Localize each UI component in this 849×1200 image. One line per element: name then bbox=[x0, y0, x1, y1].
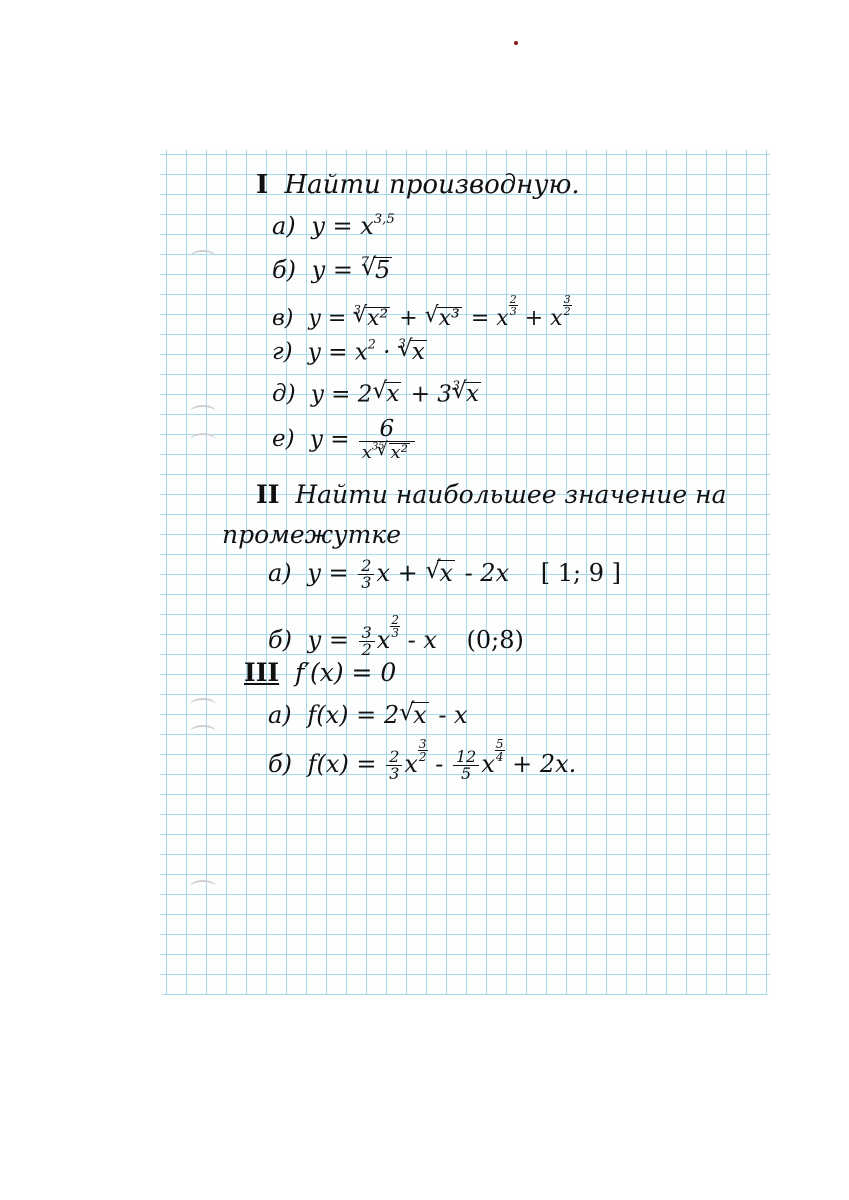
exponent: 3,5 bbox=[373, 211, 395, 227]
exp-denominator: 4 bbox=[495, 750, 504, 764]
exp-denominator: 2 bbox=[418, 750, 427, 764]
den-exponent: 3 bbox=[371, 441, 379, 453]
numerator: 2 bbox=[386, 749, 402, 766]
section-title: Найти наибольшее значение на bbox=[295, 480, 727, 509]
exercise-1b bbox=[272, 256, 394, 282]
equals: = bbox=[470, 305, 490, 331]
exp-numerator: 2 bbox=[391, 613, 399, 627]
binder-hole bbox=[190, 250, 216, 264]
numerator: 6 bbox=[359, 418, 415, 442]
ink-speck bbox=[514, 41, 518, 45]
plus: + bbox=[397, 559, 418, 587]
variable: x bbox=[404, 749, 418, 778]
base: x bbox=[360, 212, 374, 240]
exponent-fraction bbox=[563, 294, 572, 317]
exercise-1a bbox=[272, 211, 395, 240]
section-2-heading-cont bbox=[222, 522, 401, 547]
root bbox=[399, 702, 429, 727]
exp-numerator: 2 bbox=[509, 293, 517, 306]
den-base: x bbox=[361, 441, 372, 463]
exp-numerator: 5 bbox=[495, 737, 504, 751]
interval: (0;8) bbox=[466, 625, 524, 654]
base: x bbox=[354, 339, 368, 366]
root-index: 3 bbox=[451, 378, 460, 393]
lhs: y = bbox=[307, 339, 348, 366]
minus: - bbox=[435, 749, 444, 778]
section-number: III bbox=[244, 658, 280, 687]
rest: + 2x. bbox=[512, 749, 577, 778]
denominator: 3 bbox=[361, 573, 372, 592]
radicand: 5 bbox=[374, 255, 391, 284]
coefficient: 2 bbox=[383, 701, 400, 729]
exercise-2a bbox=[268, 558, 621, 591]
rest: - x bbox=[407, 625, 437, 654]
fraction bbox=[453, 746, 479, 783]
numerator: 2 bbox=[358, 558, 374, 575]
exponent: 2 bbox=[367, 336, 376, 352]
exponent-fraction bbox=[495, 738, 505, 763]
variable: x bbox=[481, 749, 495, 778]
rest: - 2x bbox=[464, 559, 510, 587]
section-number: I bbox=[256, 170, 269, 200]
exponent-fraction bbox=[509, 294, 518, 317]
coefficient: 2 bbox=[357, 381, 373, 408]
exp-denominator: 2 bbox=[563, 305, 571, 318]
lhs: y = bbox=[311, 212, 353, 240]
binder-hole bbox=[190, 880, 216, 894]
denominator: 2 bbox=[361, 639, 372, 659]
denominator: 3 bbox=[389, 763, 400, 783]
lhs: y = bbox=[308, 305, 347, 331]
item-label: в) bbox=[272, 305, 294, 331]
exercise-1e bbox=[272, 418, 417, 462]
exercise-3a bbox=[268, 702, 468, 727]
lhs: y = bbox=[307, 559, 349, 587]
plus: + bbox=[524, 305, 544, 331]
lhs: y = bbox=[310, 381, 351, 408]
root-index: 5 bbox=[378, 441, 385, 452]
root bbox=[425, 560, 455, 585]
coefficient: 3 bbox=[437, 381, 452, 408]
numerator: 12 bbox=[453, 749, 479, 766]
section-title: f′(x) = 0 bbox=[295, 658, 397, 687]
item-label: а) bbox=[268, 701, 292, 729]
section-1-heading bbox=[256, 172, 580, 198]
lhs: y = bbox=[309, 426, 350, 453]
exp-numerator: 3 bbox=[418, 737, 427, 751]
item-label: е) bbox=[272, 426, 295, 453]
item-label: б) bbox=[268, 625, 293, 654]
fraction bbox=[386, 746, 402, 783]
section-title: Найти производную. bbox=[284, 170, 580, 200]
radicand: x bbox=[439, 559, 453, 587]
binder-hole bbox=[190, 433, 216, 447]
fraction bbox=[358, 558, 374, 591]
fraction bbox=[359, 418, 415, 462]
exp-numerator: 3 bbox=[563, 293, 571, 306]
lhs: f(x) = bbox=[307, 701, 377, 729]
section-3-heading bbox=[244, 660, 396, 685]
root-index: 7 bbox=[360, 255, 369, 270]
radicand: x bbox=[386, 381, 400, 408]
item-label: д) bbox=[272, 381, 296, 408]
base: x bbox=[550, 305, 563, 331]
exponent-fraction bbox=[390, 614, 400, 639]
radicand: x³ bbox=[438, 305, 460, 331]
fraction bbox=[359, 622, 375, 659]
exercise-1g bbox=[272, 338, 429, 364]
item-label: б) bbox=[272, 255, 297, 284]
exp-denominator: 3 bbox=[509, 305, 517, 318]
rest: - x bbox=[438, 701, 468, 729]
denominator: 5 bbox=[461, 763, 472, 783]
radicand: x bbox=[411, 339, 425, 366]
binder-hole bbox=[190, 725, 216, 739]
radicand: x bbox=[465, 381, 479, 408]
section-number: II bbox=[256, 480, 280, 509]
item-label: г) bbox=[272, 339, 293, 366]
denominator bbox=[359, 442, 415, 462]
base: x bbox=[496, 305, 509, 331]
exp-denominator: 3 bbox=[391, 626, 399, 640]
exercise-1d bbox=[272, 380, 483, 406]
radicand: x² bbox=[366, 305, 389, 331]
exercise-3b bbox=[268, 738, 576, 782]
root-index: 3 bbox=[353, 303, 361, 318]
dot: · bbox=[383, 339, 391, 366]
item-label: а) bbox=[268, 559, 292, 587]
item-label: б) bbox=[268, 749, 293, 778]
item-label: а) bbox=[272, 212, 296, 240]
exercise-2b bbox=[268, 614, 524, 658]
lhs: y = bbox=[311, 255, 353, 284]
variable: x bbox=[376, 625, 391, 654]
root bbox=[425, 307, 462, 330]
radicand: x bbox=[413, 701, 427, 729]
exponent-fraction bbox=[418, 738, 428, 763]
plus: + bbox=[410, 381, 430, 408]
lhs: y = bbox=[307, 625, 349, 654]
radicand: x² bbox=[390, 441, 408, 463]
lhs: f(x) = bbox=[307, 749, 377, 778]
section-title-cont: промежутке bbox=[222, 520, 402, 549]
root bbox=[372, 382, 401, 406]
exercise-1v bbox=[272, 294, 572, 330]
plus: + bbox=[399, 305, 418, 331]
binder-hole bbox=[190, 698, 216, 712]
section-2-heading bbox=[256, 482, 726, 507]
binder-hole bbox=[190, 405, 216, 419]
numerator: 3 bbox=[359, 625, 375, 642]
interval: [ 1; 9 ] bbox=[540, 559, 621, 587]
root-index: 3 bbox=[397, 336, 406, 351]
variable: x bbox=[376, 559, 390, 587]
